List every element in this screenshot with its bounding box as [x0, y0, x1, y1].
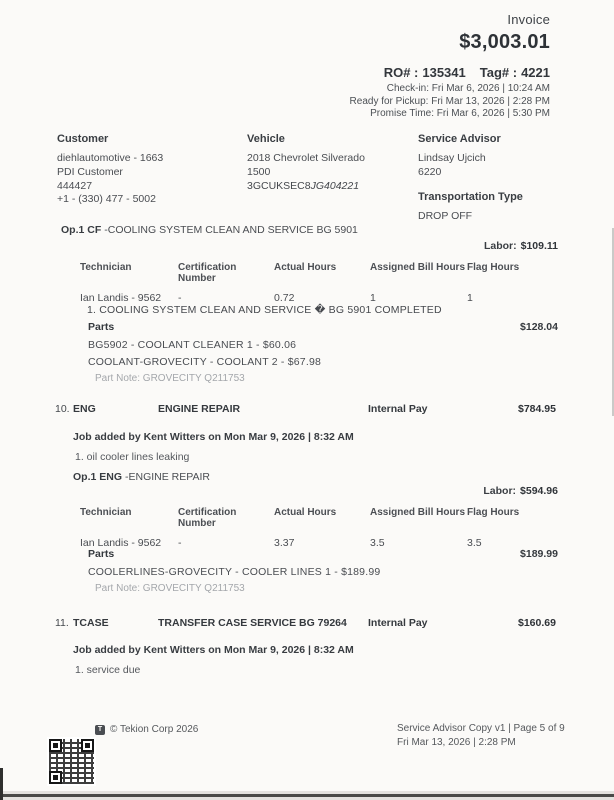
qr-finder-icon	[49, 771, 62, 784]
customer-section	[57, 133, 247, 223]
op-cf-completed-note: 1. COOLING SYSTEM CLEAN AND SERVICE � BG 5901 COMPLETED	[87, 304, 442, 316]
advisor-number: 6220	[418, 165, 442, 178]
op-cf-technician-table	[80, 262, 560, 304]
op-cf-title	[61, 224, 358, 236]
vin-suffix: JG404221	[310, 179, 360, 192]
job-amount: $160.69	[518, 617, 556, 629]
tag-value: 4221	[521, 65, 550, 80]
labor-amount: $594.96	[520, 485, 558, 497]
job-number: 11.	[55, 617, 69, 629]
column-header-assigned-bill-hours: Assigned Bill Hours	[370, 262, 466, 273]
customer-name: diehlautomotive - 1663	[57, 152, 164, 164]
advisor-name: Lindsay Ujcich	[418, 152, 486, 164]
vehicle-heading: Vehicle	[247, 133, 285, 145]
part-line: BG5902 - COOLANT CLEANER 1 - $60.06	[88, 339, 297, 351]
op-description: -ENGINE REPAIR	[125, 471, 210, 483]
op-code: Op.1 ENG	[73, 471, 123, 483]
customer-type: PDI Customer	[57, 165, 123, 178]
column-header-actual-hours: Actual Hours	[274, 262, 337, 273]
advisor-heading: Service Advisor	[418, 133, 501, 145]
tekion-logo-letter: T	[97, 726, 103, 733]
parts-heading: Parts	[88, 548, 115, 560]
advisor-section	[418, 133, 574, 223]
vehicle-section	[247, 133, 418, 223]
flag-hours-cell: 3.5	[467, 537, 482, 549]
labor-label: Labor:	[483, 485, 517, 497]
copyright-text: © Tekion Corp 2026	[110, 724, 199, 735]
footer-copyright	[95, 724, 198, 735]
parts-total: $189.99	[520, 548, 558, 560]
job-row-eng	[55, 403, 558, 415]
qr-code-icon	[47, 737, 96, 786]
op-eng-technician-table	[80, 507, 560, 549]
invoice-label: Invoice	[507, 12, 550, 27]
qr-finder-icon	[81, 739, 94, 752]
job-pay-type: Internal Pay	[368, 403, 428, 415]
column-header-actual-hours: Actual Hours	[274, 507, 337, 518]
transportation-value: DROP OFF	[418, 209, 473, 222]
op-code: Op.1 CF	[61, 224, 102, 236]
job-number: 10.	[55, 403, 70, 415]
labor-amount: $109.11	[520, 240, 558, 252]
column-header-technician: Technician	[80, 262, 132, 273]
job-added-note: Job added by Kent Witters on Mon Mar 9, 2026 | 8:32 AM	[73, 644, 354, 656]
part-note: Part Note: GROVECITY Q211753	[95, 583, 245, 594]
job-row-tcase	[55, 617, 558, 629]
qr-finder-icon	[49, 739, 62, 752]
column-header-certification: Certification Number	[178, 507, 237, 529]
technician-cell: Ian Landis - 9562	[80, 537, 162, 549]
customer-number: 444427	[57, 179, 93, 192]
transportation-heading: Transportation Type	[418, 190, 523, 203]
op-description: -COOLING SYSTEM CLEAN AND SERVICE BG 5901	[104, 224, 358, 236]
vehicle-vin	[247, 180, 418, 194]
footer-print-info	[397, 722, 565, 749]
job-name: ENGINE REPAIR	[158, 403, 241, 415]
job-name: TRANSFER CASE SERVICE BG 79264	[158, 617, 347, 629]
op-eng-title	[73, 471, 210, 483]
job-code: ENG	[73, 403, 96, 415]
parts-heading: Parts	[88, 321, 115, 333]
job-concern: 1. service due	[75, 664, 141, 676]
column-header-technician: Technician	[80, 507, 132, 518]
column-header-flag-hours: Flag Hours	[467, 262, 520, 273]
scan-edge-left-bar	[0, 768, 3, 800]
op-eng-parts-header	[88, 548, 558, 560]
job-concern: 1. oil cooler lines leaking	[75, 451, 190, 463]
invoice-header	[350, 12, 550, 121]
job-pay-type: Internal Pay	[368, 617, 428, 629]
customer-heading: Customer	[57, 133, 109, 145]
parties-section	[57, 133, 574, 223]
part-line: COOLANT-GROVECITY - COOLANT 2 - $67.98	[88, 356, 322, 368]
copy-version-line: Service Advisor Copy v1 | Page 5 of 9	[397, 723, 565, 734]
column-header-certification: Certification Number	[178, 262, 237, 284]
certification-cell: -	[178, 292, 182, 304]
actual-hours-cell: 0.72	[274, 292, 295, 304]
tekion-logo-icon	[95, 725, 105, 735]
op-eng-labor-total	[483, 485, 558, 497]
assigned-bill-hours-cell: 1	[370, 292, 376, 304]
ro-tag-line	[350, 65, 550, 80]
vin-prefix: 3GCUKSEC8	[247, 179, 311, 192]
customer-phone: +1 - (330) 477 - 5002	[57, 193, 156, 206]
assigned-bill-hours-cell: 3.5	[370, 537, 385, 549]
tag-label: Tag# :	[479, 65, 518, 80]
certification-cell: -	[178, 537, 182, 549]
job-added-note: Job added by Kent Witters on Mon Mar 9, 2026 | 8:32 AM	[73, 431, 354, 443]
op-cf-labor-total	[484, 240, 558, 252]
part-note: Part Note: GROVECITY Q211753	[95, 373, 245, 384]
labor-label: Labor:	[483, 240, 517, 252]
ready-for-pickup-line: Ready for Pickup: Fri Mar 13, 2026 | 2:28 PM	[349, 95, 550, 107]
invoice-total: $3,003.01	[459, 31, 550, 53]
job-amount: $784.95	[518, 403, 556, 415]
column-header-assigned-bill-hours: Assigned Bill Hours	[370, 507, 466, 518]
scan-edge-bottom-line	[0, 794, 614, 797]
op-cf-parts-header	[88, 321, 558, 333]
actual-hours-cell: 3.37	[274, 537, 295, 549]
checkin-line: Check-in: Fri Mar 6, 2026 | 10:24 AM	[386, 83, 550, 94]
technician-cell: Ian Landis - 9562	[80, 292, 162, 304]
promise-time-line: Promise Time: Fri Mar 6, 2026 | 5:30 PM	[370, 108, 550, 119]
column-header-flag-hours: Flag Hours	[467, 507, 520, 518]
ro-value: 135341	[422, 65, 466, 80]
parts-total: $128.04	[520, 321, 558, 333]
print-date-line: Fri Mar 13, 2026 | 2:28 PM	[397, 736, 516, 748]
vehicle-model: 2018 Chevrolet Silverado 1500	[247, 152, 365, 178]
invoice-meta	[350, 83, 550, 121]
flag-hours-cell: 1	[467, 292, 473, 304]
job-code: TCASE	[73, 617, 109, 629]
ro-label: RO# :	[383, 65, 419, 80]
part-line: COOLERLINES-GROVECITY - COOLER LINES 1 - $189.99	[88, 566, 381, 578]
